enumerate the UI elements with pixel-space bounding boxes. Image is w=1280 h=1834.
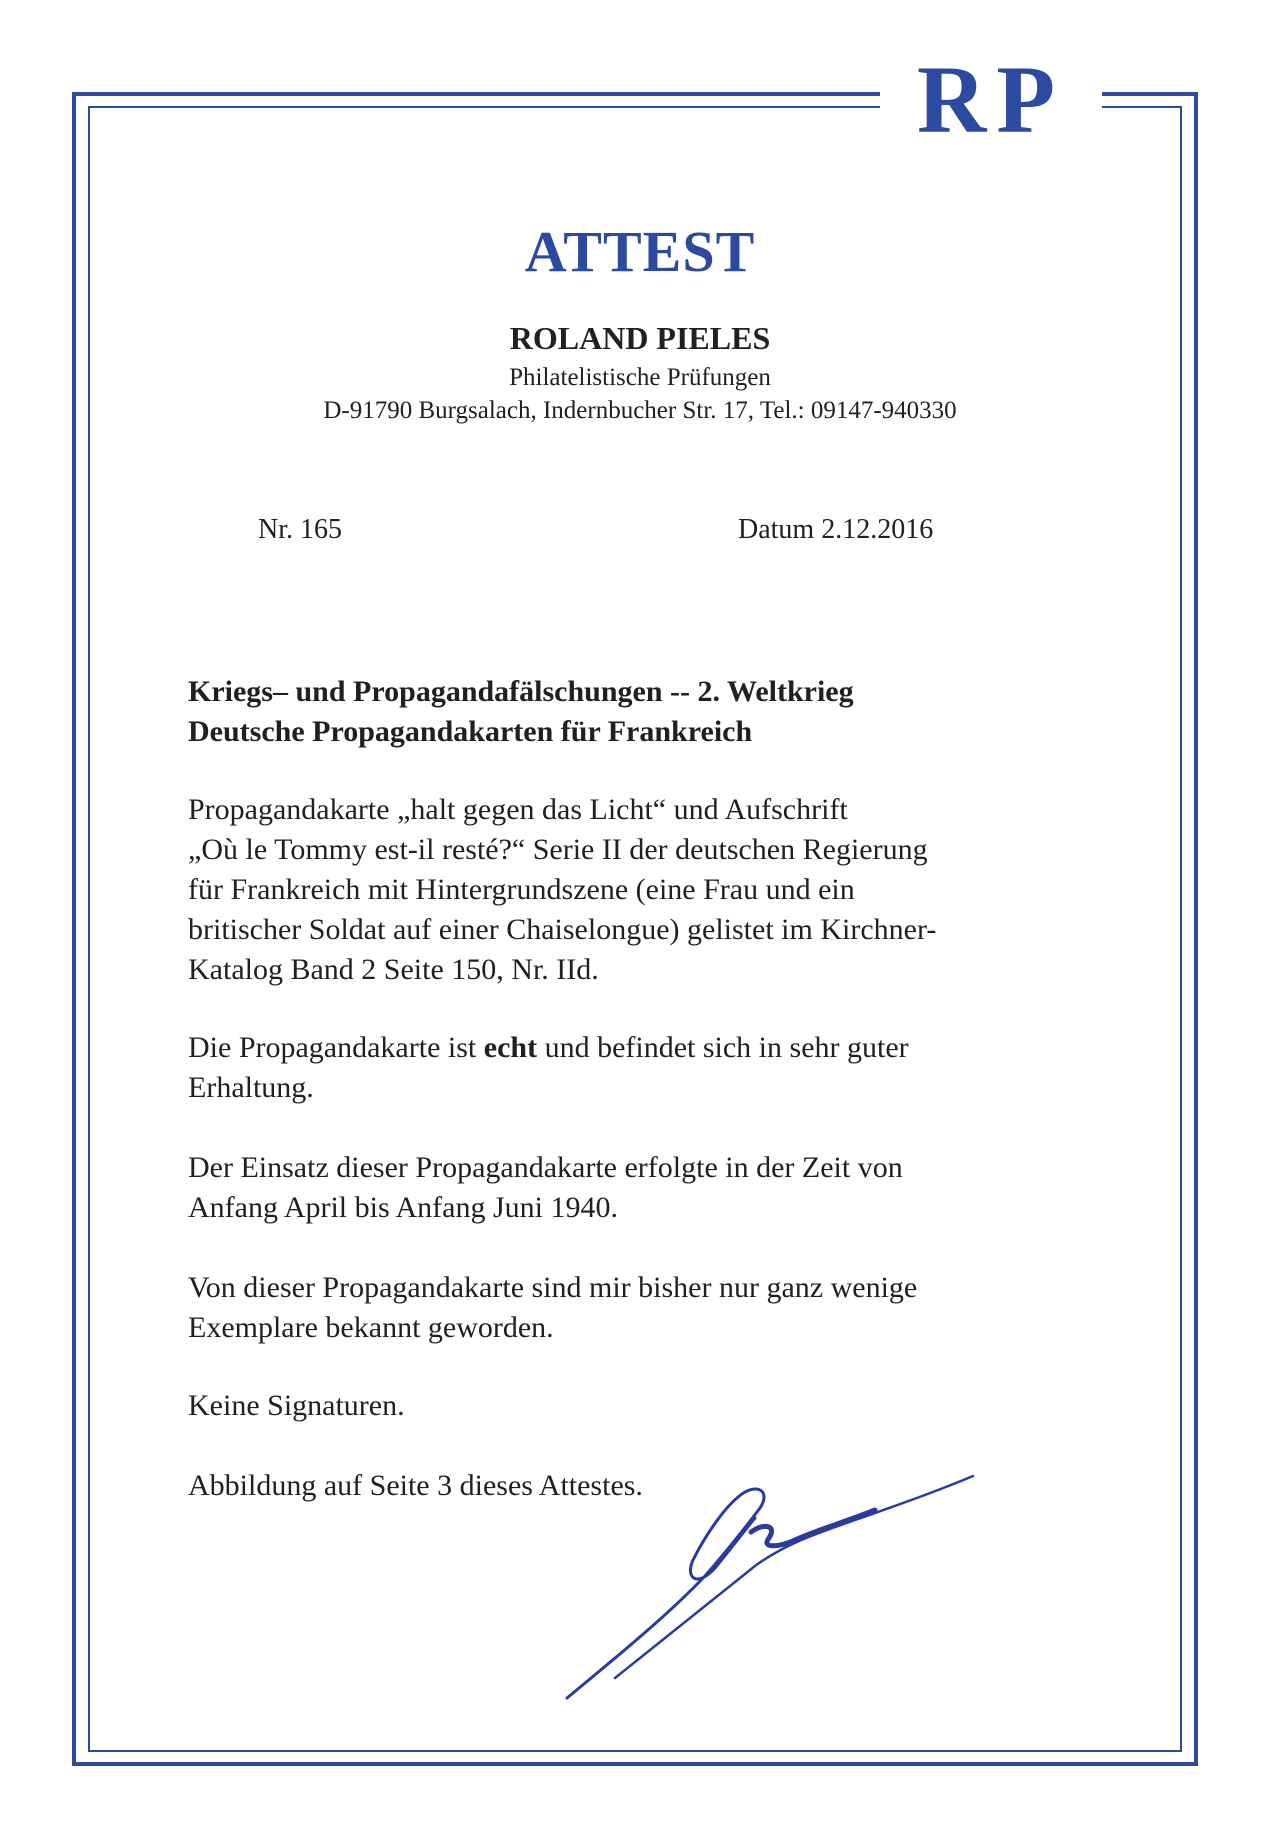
illustration-note: Abbildung auf Seite 3 dieses Attestes. xyxy=(188,1469,643,1502)
authenticity-text-start: Die Propagandakarte ist xyxy=(188,1031,484,1064)
signatures-note: Keine Signaturen. xyxy=(188,1389,405,1422)
authenticity-text-end: und befindet sich in sehr guter xyxy=(537,1031,909,1064)
usage-period-paragraph xyxy=(188,1148,1068,1228)
authenticity-line: Erhaltung. xyxy=(188,1071,314,1104)
description-line: für Frankreich mit Hintergrundszene (eine Frau und ein xyxy=(188,873,855,906)
description-line: Propagandakarte „halt gegen das Licht“ und Aufschrift xyxy=(188,793,848,826)
description-line: britischer Soldat auf einer Chaiselongue) gelistet im Kirchner- xyxy=(188,913,937,946)
authenticity-verdict: echt xyxy=(483,1031,538,1064)
certificate-number: Nr. 165 xyxy=(258,514,342,545)
description-line: „Où le Tommy est-il resté?“ Serie II der deutschen Regierung xyxy=(188,833,928,866)
subject-heading-line-2: Deutsche Propagandakarten für Frankreich xyxy=(188,715,753,748)
description-paragraph xyxy=(188,790,1068,990)
rarity-paragraph xyxy=(188,1268,1068,1348)
rarity-line: Exemplare bekannt geworden. xyxy=(188,1311,554,1344)
company-address: D-91790 Burgsalach, Indernbucher Str. 17, Tel.: 09147-940330 xyxy=(323,397,957,424)
handwritten-signature xyxy=(555,1448,995,1708)
subject-heading-line-1: Kriegs– und Propagandafälschungen -- 2. Weltkrieg xyxy=(188,675,854,708)
rarity-line: Von dieser Propagandakarte sind mir bisher nur ganz wenige xyxy=(188,1271,918,1304)
company-subtitle: Philatelistische Prüfungen xyxy=(509,364,771,391)
description-line: Katalog Band 2 Seite 150, Nr. IId. xyxy=(188,953,599,986)
certificate-date: Datum 2.12.2016 xyxy=(738,514,934,545)
authenticity-paragraph xyxy=(188,1028,1068,1108)
company-name: ROLAND PIELES xyxy=(509,320,771,356)
document-title: ATTEST xyxy=(524,219,756,284)
usage-line: Der Einsatz dieser Propagandakarte erfolgte in der Zeit von xyxy=(188,1151,903,1184)
usage-line: Anfang April bis Anfang Juni 1940. xyxy=(188,1191,618,1224)
rp-logo: RP xyxy=(917,46,1065,153)
authenticity-line xyxy=(188,1028,1068,1068)
